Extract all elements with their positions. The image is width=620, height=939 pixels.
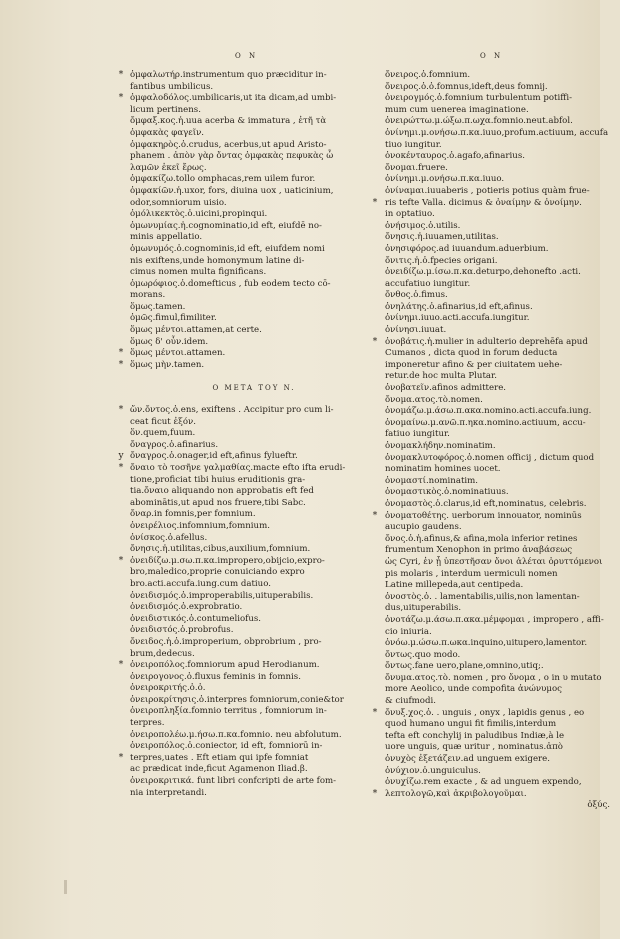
line-text: ὀμφαλωτήρ.instrumentum quo præciditur in-: [130, 70, 327, 80]
dictionary-line: [130, 186, 378, 198]
margin-asterisk: *: [118, 752, 124, 763]
line-text: ὀνυχὸς ἐξετάζειν.ad unguem exigere.: [385, 754, 550, 765]
dictionary-line: [130, 302, 378, 314]
line-text: ὄναιο τὸ τοσῆνε γαλμαθίας.macte efto ifta erudi-: [130, 463, 346, 473]
line-text: ὀνοβατεῖν.afinos admittere.: [385, 383, 507, 394]
line-text: ὀνειρογονος.ὁ.fluxus feminis in fomnis.: [130, 671, 301, 682]
line-text: ὄνειρος.ὁ.ὁ.fomnus,ideft,deus fomnij.: [385, 81, 548, 92]
dictionary-line: [118, 752, 378, 765]
line-text: nis exiftens,unde homonymum latine di-: [130, 255, 305, 266]
dictionary-line: [385, 580, 620, 592]
running-head: [0, 52, 600, 64]
line-text: O META TOY N.: [212, 384, 296, 393]
line-text: ὤν.ὄντος.ὁ.ens, exiftens . Accipitur pro cum li-: [130, 405, 334, 416]
dictionary-line: [385, 163, 620, 175]
line-text: ὄνησις.ἡ.iuuamen,utilitas.: [385, 232, 499, 243]
section-heading: [130, 383, 378, 395]
dictionary-line: [130, 267, 378, 279]
line-text: ὀμφακίζω.tollo omphacas,rem uilem furor.: [130, 174, 316, 185]
dictionary-line: [385, 742, 620, 754]
line-text: tia.ὄναιο aliquando non approbatis eft fed: [130, 486, 314, 497]
line-text: licum pertinens.: [130, 104, 201, 115]
line-text: & ciufmodi.: [385, 696, 436, 707]
dictionary-line: [130, 521, 378, 533]
dictionary-line: [130, 486, 378, 498]
line-text: more Aeolico, unde compofita ἀνώνυμος: [385, 684, 562, 695]
line-text: ὅν.quem,fuum.: [130, 428, 196, 439]
line-text: terpres.: [130, 718, 165, 729]
margin-asterisk: *: [372, 197, 378, 208]
line-text: accufatiuo iungitur.: [385, 278, 471, 289]
line-text: ὀμφακηρὸς.ὁ.crudus, acerbus,ut apud Aristo-: [130, 139, 327, 150]
line-text: Cumanos , dicta quod in forum deducta: [385, 348, 558, 359]
line-text: ὀνειρογμός.ὁ.fomnium turbulentum potiffi-: [385, 93, 572, 104]
line-text: ὄντως.quo modo.: [385, 649, 461, 660]
line-text: ὀνομαίνω.μ.ανῶ.π.ηκα.nomino.actiuum, accu-: [385, 417, 586, 428]
line-text: ὡς Cyri, ἐν ᾗ ὑπεστῆσαν ὄνοι ἀλέται ὀρυττόμενοι: [385, 556, 603, 567]
dictionary-line: [385, 383, 620, 395]
dictionary-line: [130, 544, 378, 556]
line-text: ὀνομαστικὸς.ὁ.nominatiuus.: [385, 487, 509, 498]
dictionary-line: [385, 487, 620, 499]
line-text: minis appellatio.: [130, 232, 203, 243]
dictionary-line: [130, 313, 378, 325]
dictionary-line: [130, 788, 378, 800]
margin-mark: [64, 880, 67, 894]
dictionary-line: [130, 764, 378, 776]
line-text: in optatiuo.: [385, 209, 435, 220]
dictionary-line: [130, 579, 378, 591]
dictionary-line: [130, 256, 378, 268]
line-text: imponeretur afino & per ciuitatem uehe-: [385, 359, 563, 370]
margin-asterisk: *: [118, 660, 124, 671]
line-text: tefta eft conchylij in paludibus Indiæ,à le: [385, 730, 565, 741]
margin-asterisk: y: [118, 451, 124, 462]
dictionary-line: [385, 140, 620, 152]
line-text: ὀνειρέλιος.infomnium,fomnium.: [130, 520, 270, 531]
line-text: ὀνειδισμός.ὁ.improperabilis,uituperabilis.: [130, 590, 314, 601]
margin-asterisk: *: [372, 707, 378, 718]
line-text: phanem . ἀπὸν γὰρ ὄντας ὀμφακὰς πεφυκὰς ὦ: [130, 151, 334, 162]
line-text: ὀνίνησι.iuuat.: [385, 325, 447, 336]
line-text: ὄνησις.ἡ.utilitas,cibus,auxilium,fomnium.: [130, 544, 311, 555]
line-text: Latine millepeda,aut centipeda.: [385, 580, 524, 591]
dictionary-line: [118, 359, 378, 372]
dictionary-line: [130, 428, 378, 440]
line-text: ὀνειδιστός.ὁ.probrofus.: [130, 625, 234, 636]
dictionary-line: [118, 405, 378, 417]
line-text: frumentum Xenophon in primo ἀναβάσεως: [385, 545, 573, 556]
dictionary-line: [130, 325, 378, 337]
margin-asterisk: *: [118, 555, 124, 566]
line-text: ὅμως δ' οὖν.idem.: [130, 336, 209, 347]
line-text: λεπτολογῶ,καὶ ἀκριβολογοῦμαι.: [385, 788, 527, 799]
line-text: ris tefte Valla. dicimus & ὀναίμην & ὀνοίμην.: [385, 197, 582, 208]
dictionary-line: [385, 395, 620, 407]
dictionary-line: [372, 510, 620, 523]
dictionary-line: [130, 244, 378, 256]
running-head-right: O N: [480, 52, 504, 60]
dictionary-line: [385, 464, 620, 476]
dictionary-line: [130, 602, 378, 614]
dictionary-line: [130, 509, 378, 521]
dictionary-line: [385, 302, 620, 314]
line-text: retur.de hoc multa Plutar.: [385, 371, 497, 382]
line-text: dus,uituperabilis.: [385, 603, 462, 614]
dictionary-line: [385, 105, 620, 117]
left-column: [118, 70, 378, 799]
dictionary-line: [385, 256, 620, 268]
dictionary-line: [130, 440, 378, 452]
line-text: ὀνειροκριτικά. funt libri confcripti de arte fom-: [130, 776, 337, 787]
dictionary-line: [130, 82, 378, 94]
line-text: brum,dedecus.: [130, 648, 195, 659]
dictionary-line: [385, 313, 620, 325]
running-head-left: O N: [235, 52, 259, 60]
dictionary-line: [130, 151, 378, 163]
line-text: ὀνειδιστικός.ὁ.contumeliofus.: [130, 613, 262, 624]
dictionary-line: [385, 627, 620, 639]
dictionary-line: [385, 244, 620, 256]
line-text: tiuo iungitur.: [385, 139, 442, 150]
dictionary-line: [372, 788, 620, 801]
line-text: ὀνειδίζω.μ.σω.π.κα.impropero,obijcio,expro-: [130, 555, 325, 566]
line-text: ὀνομαστί.nominatim.: [385, 475, 479, 486]
line-text: ὄντως.fane uero,plane,omnino,utiq;.: [385, 661, 544, 672]
dictionary-line: [130, 625, 378, 637]
dictionary-line: [385, 360, 620, 372]
line-text: ὀνοτάζω.μ.άσω.π.ακα.μέμφομαι , impropero , affi-: [385, 614, 604, 625]
dictionary-line: [385, 673, 620, 685]
dictionary-line: [130, 683, 378, 695]
line-text: fatiuo iungitur.: [385, 429, 450, 440]
line-text: ὀξύς.: [587, 800, 610, 811]
line-text: ὄνος.ὁ.ἡ.afinus,& afina,mola inferior retines: [385, 533, 578, 544]
dictionary-line: [385, 429, 620, 441]
dictionary-line: [118, 70, 378, 82]
dictionary-line: [130, 279, 378, 291]
line-text: ὄμφαξ.κος.ἡ.uua acerba & immatura , ἐτῆ τὰ: [130, 116, 327, 127]
line-text: ὄναγρος.ὁ.afinarius.: [130, 439, 219, 450]
dictionary-line: [118, 348, 378, 360]
line-text: ὀνησιφόρος.ad iuuandum.aduerbium.: [385, 243, 549, 254]
dictionary-line: [385, 82, 620, 94]
dictionary-line: [130, 475, 378, 487]
line-text: ὀμωρόφιος.ὁ.domefticus , fub eodem tecto cō-: [130, 278, 331, 289]
dictionary-line: [385, 499, 620, 511]
line-text: nia interpretandi.: [130, 787, 207, 798]
line-text: cimus nomen multa fignificans.: [130, 267, 267, 278]
dictionary-line: [130, 116, 378, 128]
line-text: ac prædicat inde,ficut Agamenon Iliad.β.: [130, 764, 308, 775]
dictionary-line: [385, 441, 620, 453]
line-text: ὀνειροπόλος.ὁ.coniector, id eft, fomniorū in-: [130, 741, 323, 752]
line-text: ὀνίσκος.ὁ.afellus.: [130, 532, 208, 543]
dictionary-line: [385, 221, 620, 233]
dictionary-line: [130, 290, 378, 302]
line-text: ὀνειροπληξία.fomnio territus , fomniorum in-: [130, 706, 327, 717]
line-text: ὅμως μέντοι.attamen.: [130, 348, 226, 359]
line-text: ὀμφαλοδόλος.umbilicaris,ut ita dicam,ad umbi-: [130, 93, 337, 104]
dictionary-line: [130, 776, 378, 788]
dictionary-line: [385, 557, 620, 569]
line-text: mum cum uenerea imaginatione.: [385, 104, 529, 115]
line-text: odor,somniorum uisio.: [130, 197, 227, 208]
line-text: ὀνίνημι.μ.ονήσω.π.κα.iuuo.: [385, 174, 505, 185]
dictionary-line: [385, 325, 620, 337]
line-text: abominātis,ut apud nos fruere,tibi Sabc.: [130, 497, 306, 508]
line-text: bro,maledico,proprie conuiciando expro: [130, 567, 305, 578]
dictionary-line: [385, 731, 620, 743]
line-text: ὀνοκένταυρος.ὁ.agafo,afinarius.: [385, 151, 525, 162]
dictionary-line: [385, 522, 620, 534]
dictionary-line: [385, 93, 620, 105]
line-text: ὀνυχίζω.rem exacte , & ad unguem expendo,: [385, 777, 582, 788]
line-text: λαμῶν ἐκεῖ ἔρως.: [130, 162, 207, 173]
dictionary-line: [385, 800, 620, 812]
line-text: ὀνίνημι.μ.ονήσω.π.κα.iuuo,profum.actiuum, accufa: [385, 127, 609, 138]
margin-asterisk: *: [372, 510, 378, 521]
margin-asterisk: *: [372, 788, 378, 799]
line-text: bro.acti.accufa.iung.cum datiuo.: [130, 578, 271, 589]
line-text: ὀνομαστὸς.ὁ.clarus,id eft,nominatus, celebris.: [385, 498, 587, 509]
dictionary-line: [385, 453, 620, 465]
line-text: ὀνομακλυτοφόρος.ὁ.nomen officij , dictum quod: [385, 452, 595, 463]
dictionary-line: [385, 569, 620, 581]
line-text: cio iniuria.: [385, 626, 432, 637]
dictionary-line: [130, 718, 378, 730]
line-text: tione,proficiat tibi huius eruditionis gra-: [130, 474, 306, 485]
dictionary-line: [130, 637, 378, 649]
dictionary-line: [385, 348, 620, 360]
line-text: pis molaris , interdum uermiculi nomen: [385, 568, 558, 579]
dictionary-line: [385, 116, 620, 128]
line-text: ὀμωνυμίας.ἡ.cognominatio,id eft, eiufdē no-: [130, 220, 322, 231]
line-text: ὅμως μὴν.tamen.: [130, 359, 205, 370]
dictionary-line: [385, 766, 620, 778]
margin-asterisk: *: [118, 405, 124, 416]
dictionary-line: [385, 719, 620, 731]
dictionary-line: [385, 128, 620, 140]
line-text: ὀνύχιον.ὁ.unguiculus.: [385, 765, 481, 776]
dictionary-line: [385, 696, 620, 708]
line-text: ὀνομακλήδην.nominatim.: [385, 441, 496, 451]
line-text: ὄνυμα.ατος.τὸ. nomen , pro ὄνομα , o in υ mutato: [385, 672, 602, 683]
line-text: morans.: [130, 290, 166, 301]
line-text: ὀνειροπολέω.μ.ήσω.π.κα.fomnio. neu abfolutum.: [130, 729, 342, 740]
dictionary-line: [385, 371, 620, 383]
line-text: ὀνοστὸς.ὁ. . lamentabilis,uilis,non lamentan-: [385, 591, 580, 602]
dictionary-line: [385, 534, 620, 546]
line-text: ὄνειρος.ὁ.fomnium.: [385, 70, 471, 80]
dictionary-line: [385, 650, 620, 662]
dictionary-line: [118, 463, 378, 475]
dictionary-line: [385, 267, 620, 279]
dictionary-line: [385, 279, 620, 291]
line-text: ceat ficut ἐξόν.: [130, 416, 196, 427]
line-text: aucupio gaudens.: [385, 522, 462, 533]
margin-asterisk: *: [372, 336, 378, 347]
dictionary-line: [385, 209, 620, 221]
line-text: ὀμωνυμός.ὁ.cognominis,id eft, eiufdem nomi: [130, 243, 325, 254]
dictionary-line: [130, 649, 378, 661]
dictionary-line: [385, 603, 620, 615]
dictionary-line: [130, 174, 378, 186]
dictionary-line: [385, 661, 620, 673]
line-text: terpres,uates . Eft etiam qui ipfe fomniat: [130, 752, 309, 763]
line-text: ὀνηλάτης.ὁ.afinarius,id eft,afinus.: [385, 301, 533, 312]
line-text: ὀμόλικεκτὸς.ὁ.uicini,propinqui.: [130, 209, 268, 220]
dictionary-line: [118, 451, 378, 463]
dictionary-line: [385, 406, 620, 418]
dictionary-line: [130, 221, 378, 233]
line-text: ὁμῶς.fimul,fimiliter.: [130, 313, 217, 324]
dictionary-line: [130, 695, 378, 707]
dictionary-line: [385, 418, 620, 430]
dictionary-line: [385, 615, 620, 627]
line-text: ὄνιτις.ἡ.ὁ.fpecies origani.: [385, 255, 498, 266]
line-text: nominatim homines uocet.: [385, 464, 501, 475]
line-text: ὀνομάζω.μ.άσω.π.ακα.nomino.acti.accufa.iung.: [385, 406, 592, 417]
right-column: [372, 70, 620, 812]
margin-asterisk: *: [118, 70, 124, 80]
dictionary-line: [130, 591, 378, 603]
dictionary-line: [385, 545, 620, 557]
dictionary-line: [385, 754, 620, 766]
line-text: ὀνοβάτις.ἡ.mulier in adulterio deprehēfa apud: [385, 336, 588, 347]
dictionary-line: [118, 555, 378, 568]
line-text: ὀμφακίῶν.ἡ.uxor, fors, diuina uox , uaticinium,: [130, 185, 334, 196]
dictionary-line: [372, 336, 620, 349]
line-text: ὀνειρώττω.μ.ώξω.π.ωχα.fomnio.neut.abfol.: [385, 116, 573, 127]
margin-asterisk: *: [118, 359, 124, 370]
line-text: ὀνειδίζω.μ.ίσω.π.κα.deturpo,dehonefto .acti.: [385, 267, 581, 278]
line-text: ὀνίναμαι.iuuaberis , potieris potius quàm frue-: [385, 185, 590, 196]
dictionary-line: [385, 476, 620, 488]
dictionary-line: [385, 777, 620, 789]
dictionary-line: [385, 290, 620, 302]
line-text: ὄνθος.ὁ.fimus.: [385, 290, 448, 301]
dictionary-line: [130, 730, 378, 742]
line-text: ὄναρ.in fomnis,per fomnium.: [130, 509, 256, 520]
line-text: ὀνειροκρίτησις.ὁ.interpres fomniorum,conie&tor: [130, 694, 344, 705]
line-text: ὀνίνημι.iuuo.acti.accufa.iungitur.: [385, 313, 530, 324]
margin-asterisk: *: [118, 93, 124, 104]
margin-asterisk: *: [118, 463, 124, 473]
margin-asterisk: *: [118, 348, 124, 359]
dictionary-line: [372, 707, 620, 720]
line-text: ὀμφακὰς φαγεῖν.: [130, 127, 205, 138]
line-text: fantibus umbilicus.: [130, 81, 214, 92]
dictionary-line: [130, 614, 378, 626]
line-text: ὀνήσιμος.ὁ.utilis.: [385, 220, 461, 231]
line-text: quod humano ungui fit fimilis,interdum: [385, 719, 557, 730]
dictionary-line: [130, 209, 378, 221]
dictionary-line: [130, 105, 378, 117]
line-text: ὀνειροπόλος.fomniorum apud Herodianum.: [130, 660, 320, 671]
dictionary-line: [118, 93, 378, 105]
dictionary-line: [385, 151, 620, 163]
dictionary-line: [130, 198, 378, 210]
line-text: ὄναγρος.ὁ.onager,id eft,afinus fylueftr.: [130, 451, 298, 462]
line-text: uore unguis, quæ uritur , nominatus.ἀπὸ: [385, 742, 563, 753]
dictionary-line: [130, 232, 378, 244]
dictionary-line: [118, 660, 378, 672]
line-text: ὅμως μέντοι.attamen,at certe.: [130, 325, 262, 336]
dictionary-line: [130, 140, 378, 152]
dictionary-line: [130, 672, 378, 684]
dictionary-line: [130, 498, 378, 510]
dictionary-line: [372, 197, 620, 210]
dictionary-line: [130, 567, 378, 579]
line-text: ὄνειδος.ἡ.ὁ.improperium, obprobrium , pro-: [130, 636, 322, 647]
line-text: ὀνοματοθέτης. uerborum innouator, nominūs: [385, 510, 582, 521]
dictionary-line: [385, 684, 620, 696]
dictionary-line: [130, 128, 378, 140]
dictionary-line: [130, 417, 378, 429]
line-text: ὀνειροκριτής.ὁ.ὁ.: [130, 683, 206, 694]
line-text: ὄνομαι.fruere.: [385, 162, 448, 173]
line-text: ὄνυξ.χος.ὁ. . unguis , onyx , lapidis genus , eo: [385, 707, 585, 718]
dictionary-line: [385, 186, 620, 198]
dictionary-line: [385, 174, 620, 186]
dictionary-line: [130, 337, 378, 349]
dictionary-line: [130, 706, 378, 718]
dictionary-line: [385, 638, 620, 650]
dictionary-line: [130, 533, 378, 545]
line-text: ὄνομα.ατος.τὸ.nomen.: [385, 394, 483, 405]
line-text: ὀνειδισμός.ὁ.exprobratio.: [130, 602, 243, 613]
dictionary-line: [385, 232, 620, 244]
dictionary-line: [130, 741, 378, 753]
dictionary-line: [130, 163, 378, 175]
line-text: ὀνόω.μ.ώσω.π.ωκα.inquino,uitupero,lamentor.: [385, 638, 588, 649]
dictionary-line: [385, 70, 620, 82]
line-text: ὅμως.tamen.: [130, 301, 186, 312]
dictionary-line: [385, 592, 620, 604]
